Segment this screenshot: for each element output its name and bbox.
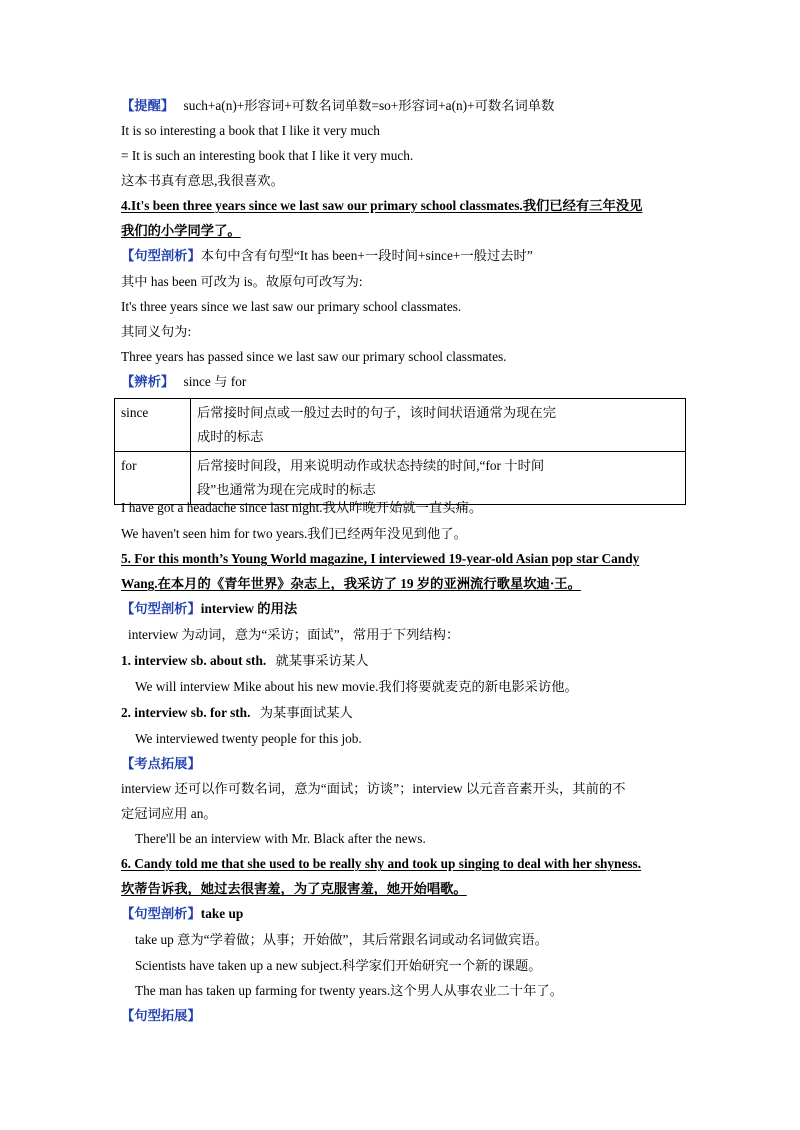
section5-pattern-1-example: We will interview Mike about his new movie.我们将要就麦克的新电影采访他。 — [135, 679, 578, 694]
section5-analysis-line — [121, 599, 688, 619]
table-row — [115, 399, 686, 452]
section5-analysis-tag: 【句型剖析】 — [121, 601, 201, 616]
section5-intro: interview 为动词，意为“采访；面试”，常用于下列结构： — [128, 627, 460, 642]
section4-example-1: I have got a headache since last night.我从昨晚开始就一直头痛。 — [121, 500, 483, 515]
section6-example-1: Scientists have taken up a new subject.科学家们开始研究一个新的课题。 — [135, 958, 542, 973]
reminder-example-cn: 这本书真有意思,我很喜欢。 — [121, 173, 284, 188]
reminder-line — [121, 96, 688, 116]
reminder-rule: such+a(n)+形容词+可数名词单数=so+形容词+a(n)+可数名词单数 — [183, 98, 555, 113]
reminder-tag: 【提醒】 — [121, 98, 175, 113]
pattern-2-text: 2. interview sb. for sth. — [121, 705, 251, 720]
section6-intro: take up 意为“学着做；从事；开始做”，其后常跟名词或动名词做宾语。 — [135, 932, 548, 947]
section4-analysis-text: 本句中含有句型“It has been+一段时间+since+一般过去时” — [200, 248, 533, 263]
section6-topic: take up — [200, 906, 244, 921]
reminder-example-1: It is so interesting a book that I like it very much — [121, 123, 380, 138]
section5-pattern-2 — [121, 703, 688, 723]
table-cell-word: for — [115, 452, 191, 505]
section4-analysis-line — [121, 246, 688, 266]
section4-note: 其中 has been 可改为 is。故原句可改写为: — [121, 274, 363, 289]
section6-title-line2: 坎蒂告诉我，她过去很害羞，为了克服害羞，她开始唱歌。 — [121, 881, 467, 896]
section6-analysis-tag: 【句型剖析】 — [121, 906, 201, 921]
table-cell-desc — [191, 452, 686, 505]
section4-title-line1: 4.It's been three years since we last saw our primary school classmates.我们已经有三年没见 — [121, 198, 643, 213]
section4-title-line2: 我们的小学同学了。 — [121, 223, 241, 238]
section4-example-2: We haven't seen him for two years.我们已经两年没见到他了。 — [121, 526, 467, 541]
section6-extension-tag-text: 【句型拓展】 — [121, 1008, 201, 1023]
section6-analysis-line — [121, 904, 688, 924]
section4-synonym: Three years has passed since we last saw our primary school classmates. — [121, 349, 507, 364]
section5-pattern-2-example: We interviewed twenty people for this job. — [135, 731, 362, 746]
section6-title-line1: 6. Candy told me that she used to be really shy and took up singing to deal with her shyness. — [121, 856, 642, 871]
section4-diff-line — [121, 372, 688, 392]
pattern-1-text: 1. interview sb. about sth. — [121, 653, 267, 668]
section4-synonym-label: 其同义句为: — [121, 324, 192, 339]
since-for-table — [114, 398, 686, 505]
pattern-2-cn: 为某事面试某人 — [259, 705, 353, 720]
table-cell-desc-text: 后常接时间点或一般过去时的句子，该时间状语通常为现在完成时的标志 — [197, 405, 557, 444]
section5-extension-line1: interview 还可以作可数名词，意为“面试；访谈”；interview 以元音音素开头，其前的不 — [121, 781, 626, 796]
table-cell-desc-text: 后常接时间段，用来说明动作或状态持续的时间,“for 十时间段”也通常为现在完成时的标志 — [197, 458, 545, 497]
section5-extension-tag — [121, 754, 688, 774]
section5-pattern-1 — [121, 651, 688, 671]
section4-diff-tag: 【辨析】 — [121, 374, 175, 389]
extension-tag-text: 【考点拓展】 — [121, 756, 201, 771]
table-row — [115, 452, 686, 505]
section5-extension-line2: 定冠词应用 an。 — [121, 806, 217, 821]
pattern-1-cn: 就某事采访某人 — [275, 653, 369, 668]
section6-example-2: The man has taken up farming for twenty years.这个男人从事农业二十年了。 — [135, 983, 563, 998]
table-cell-word: since — [115, 399, 191, 452]
section5-title-line1: 5. For this month’s Young World magazine, I interviewed 19-year-old Asian pop star Candy — [121, 551, 640, 566]
table-cell-desc — [191, 399, 686, 452]
section4-rewrite: It's three years since we last saw our primary school classmates. — [121, 299, 462, 314]
section5-topic: interview 的用法 — [200, 601, 298, 616]
section4-diff-topic: since 与 for — [183, 374, 247, 389]
section6-extension-tag — [121, 1006, 688, 1026]
section5-title-line2: Wang.在本月的《青年世界》杂志上，我采访了 19 岁的亚洲流行歌星坎迪·王。 — [121, 576, 581, 591]
section4-analysis-tag: 【句型剖析】 — [121, 248, 201, 263]
section5-extension-example: There'll be an interview with Mr. Black after the news. — [135, 831, 426, 846]
reminder-example-2: = It is such an interesting book that I like it very much. — [121, 148, 414, 163]
